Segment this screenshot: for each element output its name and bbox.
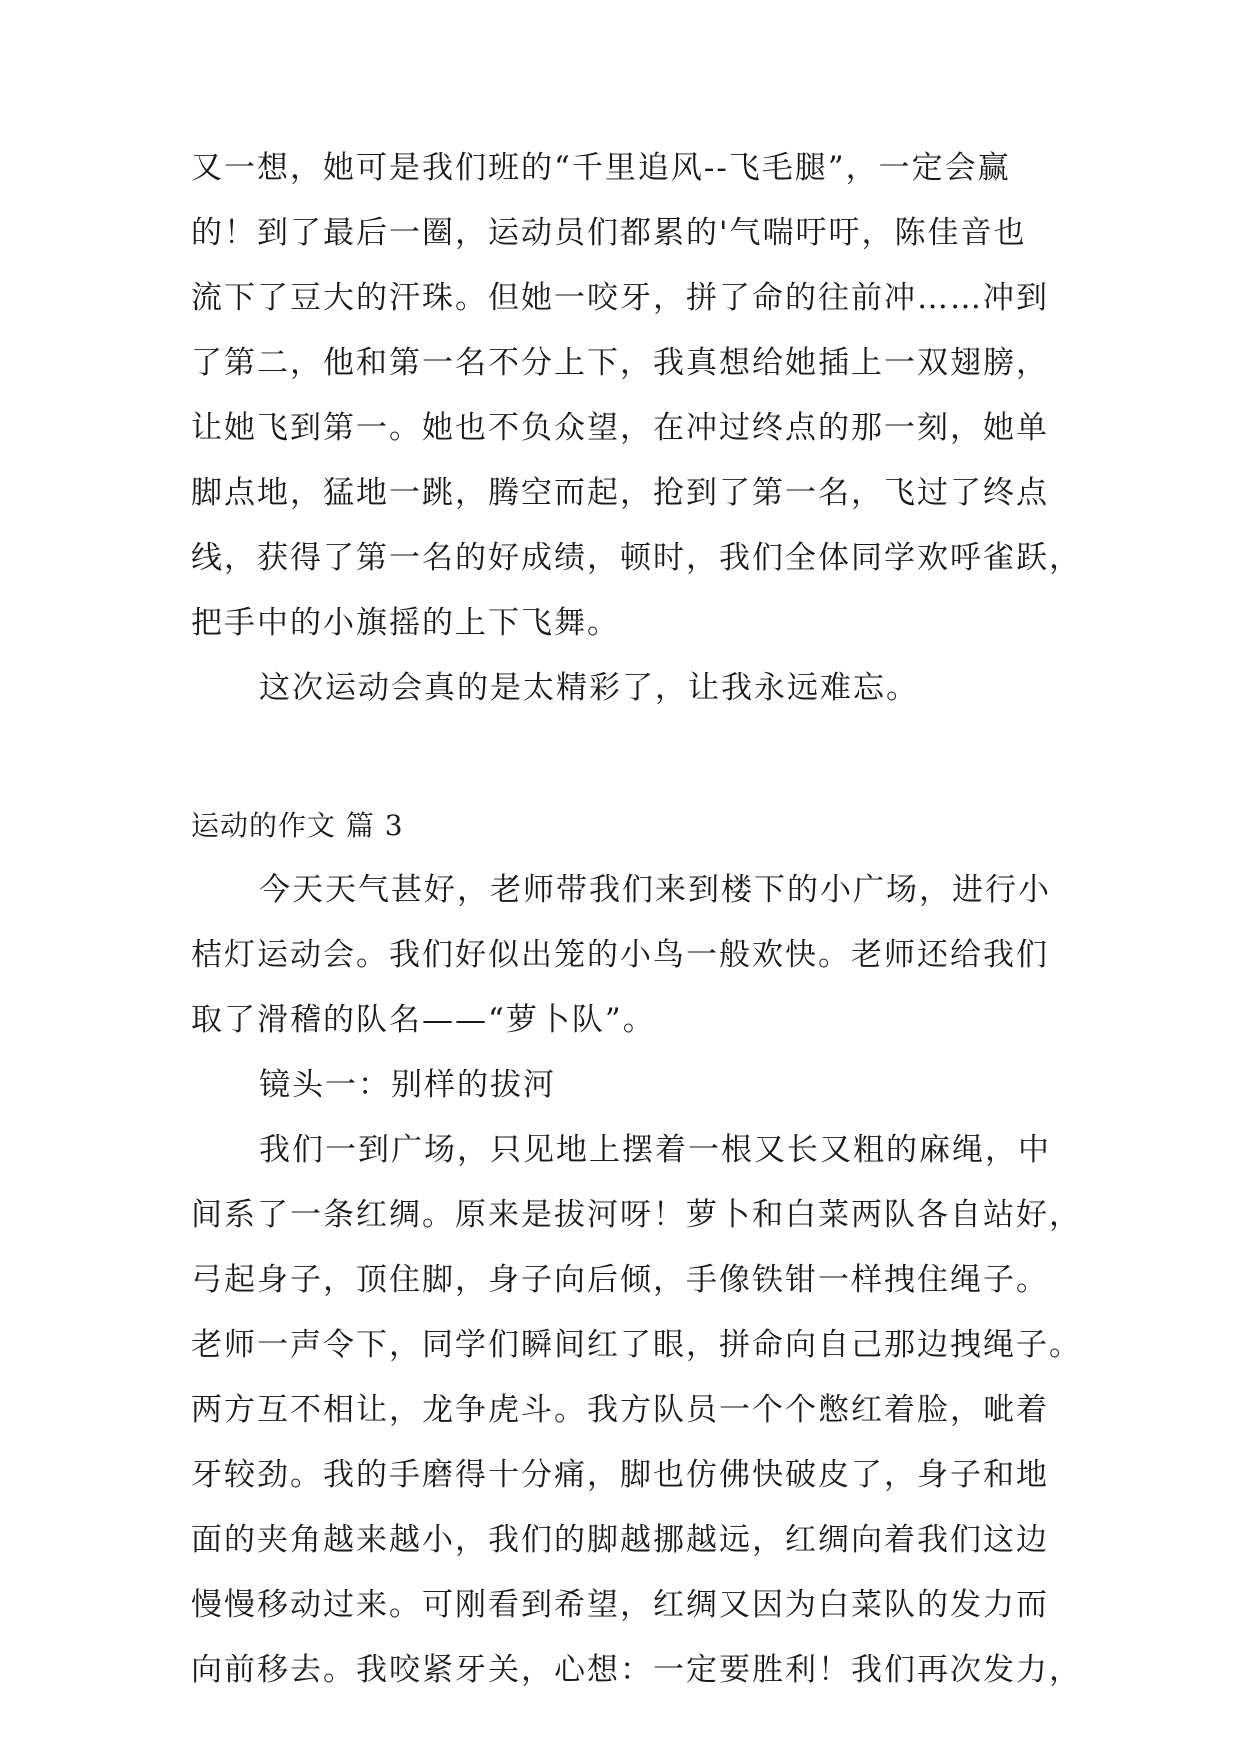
paragraph-line: 间系了一条红绸。原来是拔河呀！萝卜和白菜两队各自站好， [191,1197,1082,1233]
paragraph-line: 又一想，她可是我们班的“千里追风--飞毛腿”，一定会赢 [191,150,1011,186]
paragraph-line: 老师一声令下，同学们瞬间红了眼，拼命向自己那边拽绳子。 [191,1327,1082,1363]
paragraph-line: 的！到了最后一圈，运动员们都累的'气喘吁吁，陈佳音也 [191,215,1027,251]
closing-line: 这次运动会真的是太精彩了，让我永远难忘。 [259,670,919,706]
paragraph-line: 桔灯运动会。我们好似出笼的小鸟一般欢快。老师还给我们 [191,937,1049,973]
paragraph-line: 慢慢移动过来。可刚看到希望，红绸又因为白菜队的发力而 [191,1587,1049,1623]
section-gap [191,721,1071,793]
paragraph-line: 向前移去。我咬紧牙关，心想：一定要胜利！我们再次发力， [191,1652,1082,1688]
paragraph-line: 线，获得了第一名的好成绩，顿时，我们全体同学欢呼雀跃， [191,540,1082,576]
section-heading: 运动的作文 篇 3 [191,809,404,842]
paragraph-line: 把手中的小旗摇的上下飞舞。 [191,605,620,641]
paragraph-line: 弓起身子，顶住脚，身子向后倾，手像铁钳一样拽住绳子。 [191,1262,1049,1298]
document-body [191,136,1082,1703]
paragraph-line: 今天天气甚好，老师带我们来到楼下的小广场，进行小 [259,872,1051,908]
paragraph-line: 牙较劲。我的手磨得十分痛，脚也仿佛快破皮了，身子和地 [191,1457,1049,1493]
paragraph-line: 脚点地，猛地一跳，腾空而起，抢到了第一名，飞过了终点 [191,475,1049,511]
paragraph-line: 取了滑稽的队名——“萝卜队”。 [191,1002,656,1038]
paragraph-line: 面的夹角越来越小，我们的脚越挪越远，红绸向着我们这边 [191,1522,1049,1558]
paragraph-line: 两方互不相让，龙争虎斗。我方队员一个个憋红着脸，呲着 [191,1392,1049,1428]
paragraph-line: 流下了豆大的汗珠。但她一咬牙，拼了命的往前冲……冲到 [191,280,1049,316]
paragraph-line: 了第二，他和第一名不分上下，我真想给她插上一双翅膀， [191,345,1049,381]
paragraph-line: 让她飞到第一。她也不负众望，在冲过终点的那一刻，她单 [191,410,1049,446]
subheading: 镜头一：别样的拔河 [259,1067,556,1103]
paragraph-line: 我们一到广场，只见地上摆着一根又长又粗的麻绳，中 [259,1132,1051,1168]
